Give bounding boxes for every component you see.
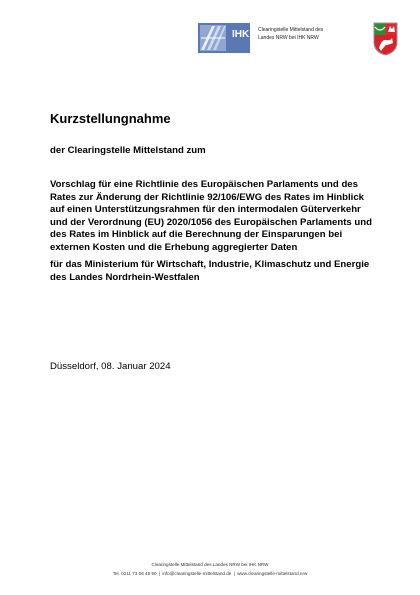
footer-phone: Tel. 0211 73 06 48 90 — [112, 571, 157, 576]
ihk-logo-text: IHK — [232, 29, 250, 40]
document-subtitle: der Clearingstelle Mittelstand zum — [50, 145, 206, 156]
organization-name — [258, 26, 368, 42]
footer-contact — [0, 569, 420, 578]
proposal-description: Vorschlag für eine Richtlinie des Europäischen Parlaments und des Rates zur Änderung der Richtlinie 92/106/EWG des Rates im Hinblick auf einen Unterstützungsrahmen für den intermodalen Güterverkehr und der Verordnung (EU) 2020/1056 des Europäischen Parlaments und des Rates im Hinblick auf die Berechnung der Einsparungen bei externen Kosten und die Erhebung aggregierter Daten — [50, 179, 373, 253]
document-title: Kurzstellungnahme — [50, 111, 171, 126]
nrw-crest-icon — [373, 22, 398, 56]
footer-email: info@clearingstelle-mittelstand.de — [162, 571, 232, 576]
footer-separator: | — [233, 571, 235, 576]
footer-separator: | — [158, 571, 161, 576]
page-footer — [0, 560, 420, 578]
footer-website: www.clearingstelle-mittelstand.nrw — [237, 571, 308, 576]
organization-name-line1: Clearingstelle Mittelstand des — [258, 27, 324, 33]
header-logos — [198, 22, 398, 56]
place-date: Düsseldorf, 08. Januar 2024 — [50, 361, 171, 372]
organization-name-line2: Landes NRW bei IHK NRW — [258, 35, 319, 41]
recipient-line: für das Ministerium für Wirtschaft, Industrie, Klimaschutz und Energie des Landes Nordrhein-Westfalen — [50, 259, 370, 283]
footer-organization: Clearingstelle Mittelstand des Landes NRW bei IHK NRW — [151, 562, 269, 567]
